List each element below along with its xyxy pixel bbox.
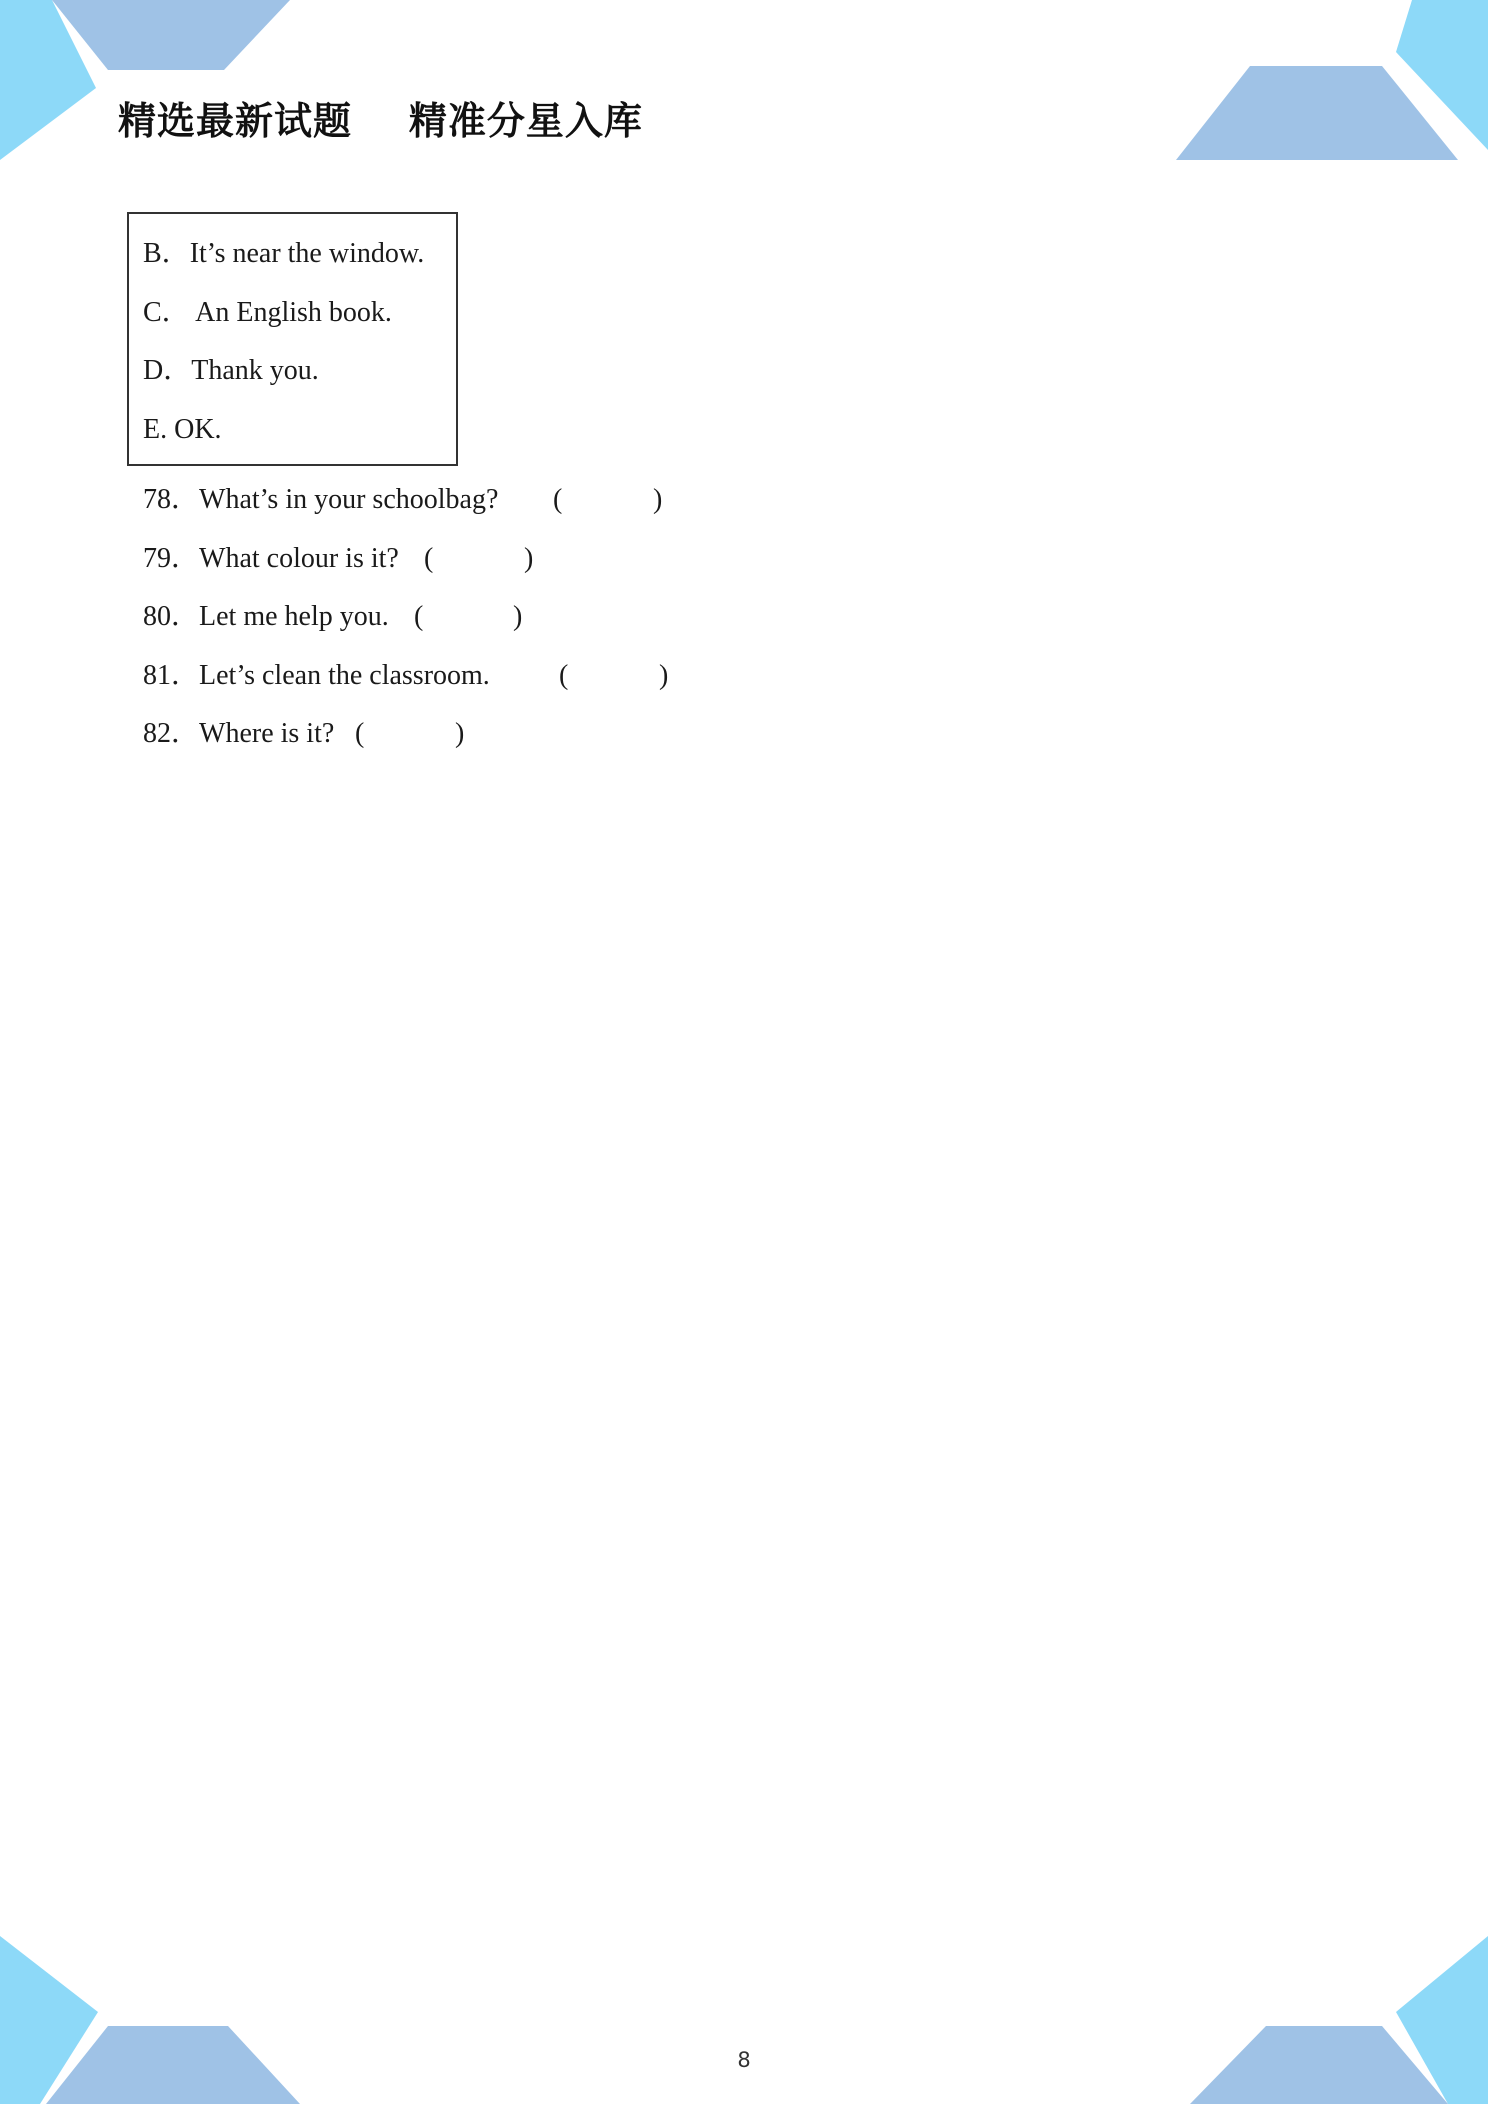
answer-blank-open: ( bbox=[355, 718, 365, 749]
option-text: OK. bbox=[174, 414, 222, 445]
option-text: It’s near the window. bbox=[189, 238, 425, 269]
option-letter: C． bbox=[143, 297, 190, 328]
question-number: 82． bbox=[143, 718, 200, 749]
page-title: 精选最新试题 精准分星入库 bbox=[118, 99, 643, 143]
option-text: Thank you. bbox=[191, 355, 319, 386]
option-e bbox=[143, 416, 222, 444]
option-d bbox=[143, 357, 319, 385]
question-80 bbox=[143, 603, 389, 631]
top-left-trapezoid bbox=[52, 0, 290, 70]
question-81 bbox=[143, 662, 490, 690]
question-number: 78． bbox=[143, 484, 200, 515]
answer-blank-close: ) bbox=[513, 601, 523, 632]
question-79 bbox=[143, 545, 399, 573]
option-letter: D． bbox=[143, 355, 192, 386]
option-letter: E. bbox=[143, 414, 168, 445]
option-text: An English book. bbox=[189, 297, 392, 328]
page-number: 8 bbox=[737, 2048, 751, 2072]
answer-blank-close: ) bbox=[524, 543, 534, 574]
answer-blank-close: ) bbox=[659, 660, 669, 691]
question-number: 79． bbox=[143, 543, 200, 574]
question-82 bbox=[143, 720, 334, 748]
question-78 bbox=[143, 486, 498, 514]
question-text: What colour is it? bbox=[199, 543, 399, 574]
question-number: 80． bbox=[143, 601, 200, 632]
answer-blank-open: ( bbox=[553, 484, 563, 515]
option-b bbox=[143, 240, 424, 268]
question-text: Let’s clean the classroom. bbox=[199, 660, 490, 691]
question-text: Let me help you. bbox=[199, 601, 389, 632]
option-letter: B． bbox=[143, 238, 190, 269]
question-text: What’s in your schoolbag? bbox=[199, 484, 499, 515]
question-text: Where is it? bbox=[199, 718, 335, 749]
answer-blank-open: ( bbox=[414, 601, 424, 632]
top-right-trapezoid bbox=[1176, 66, 1458, 160]
answer-blank-open: ( bbox=[559, 660, 569, 691]
question-number: 81． bbox=[143, 660, 200, 691]
option-c bbox=[143, 299, 392, 327]
answer-blank-open: ( bbox=[424, 543, 434, 574]
answer-blank-close: ) bbox=[653, 484, 663, 515]
answer-blank-close: ) bbox=[455, 718, 465, 749]
